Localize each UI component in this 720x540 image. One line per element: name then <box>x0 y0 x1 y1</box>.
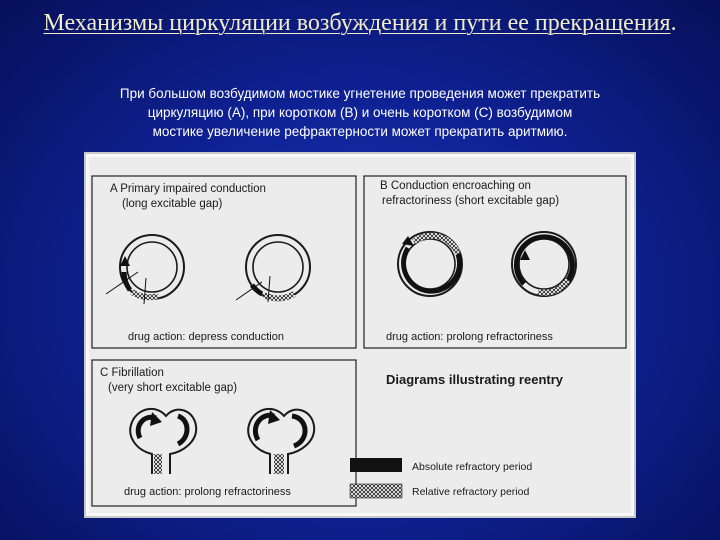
legend-absolute-label: Absolute refractory period <box>412 461 533 473</box>
reentry-diagram <box>86 154 634 516</box>
legend-relative-label: Relative refractory period <box>412 486 530 498</box>
slide-title <box>40 8 680 38</box>
panel-a-ring-1 <box>106 235 184 304</box>
slide-title-text: Механизмы циркуляции возбуждения и пути ее прекращения <box>43 10 671 36</box>
panel-c-title-2: (very short excitable gap) <box>108 382 238 394</box>
subtitle-line-3: мостике увеличение рефрактерности может прекратить аритмию. <box>152 124 568 139</box>
panel-a-caption: drug action: depress conduction <box>128 331 284 343</box>
panel-b-caption: drug action: prolong refractoriness <box>386 331 553 343</box>
panel-c-wavelet-1 <box>130 409 196 474</box>
panel-b-title-1: B Conduction encroaching on <box>380 180 531 192</box>
panel-a-ring-2 <box>236 235 310 302</box>
slide-title-period: . <box>670 10 677 36</box>
subtitle-line-2: циркуляцию (А), при коротком (В) и очень коротком (С) возбудимом <box>147 105 573 120</box>
panel-c-title-1: C Fibrillation <box>100 367 164 379</box>
panel-a-title-2: (long excitable gap) <box>122 198 223 210</box>
panel-b-ring-1 <box>398 232 462 296</box>
panel-c-wavelet-2 <box>248 409 314 474</box>
diagram-heading: Diagrams illustrating reentry <box>386 372 563 387</box>
legend-relative-swatch <box>350 484 402 498</box>
subtitle-line-1: При большом возбудимом мостике угнетение проведения может прекратить <box>119 86 601 101</box>
panel-c-caption: drug action: prolong refractoriness <box>124 486 291 498</box>
slide-subtitle <box>30 84 690 141</box>
panel-b-ring-2 <box>512 232 576 296</box>
reentry-figure <box>84 152 636 518</box>
panel-a-title-1: A Primary impaired conduction <box>110 183 266 195</box>
panel-b-title-2: refractoriness (short excitable gap) <box>382 195 560 207</box>
legend-absolute-swatch <box>350 458 402 472</box>
